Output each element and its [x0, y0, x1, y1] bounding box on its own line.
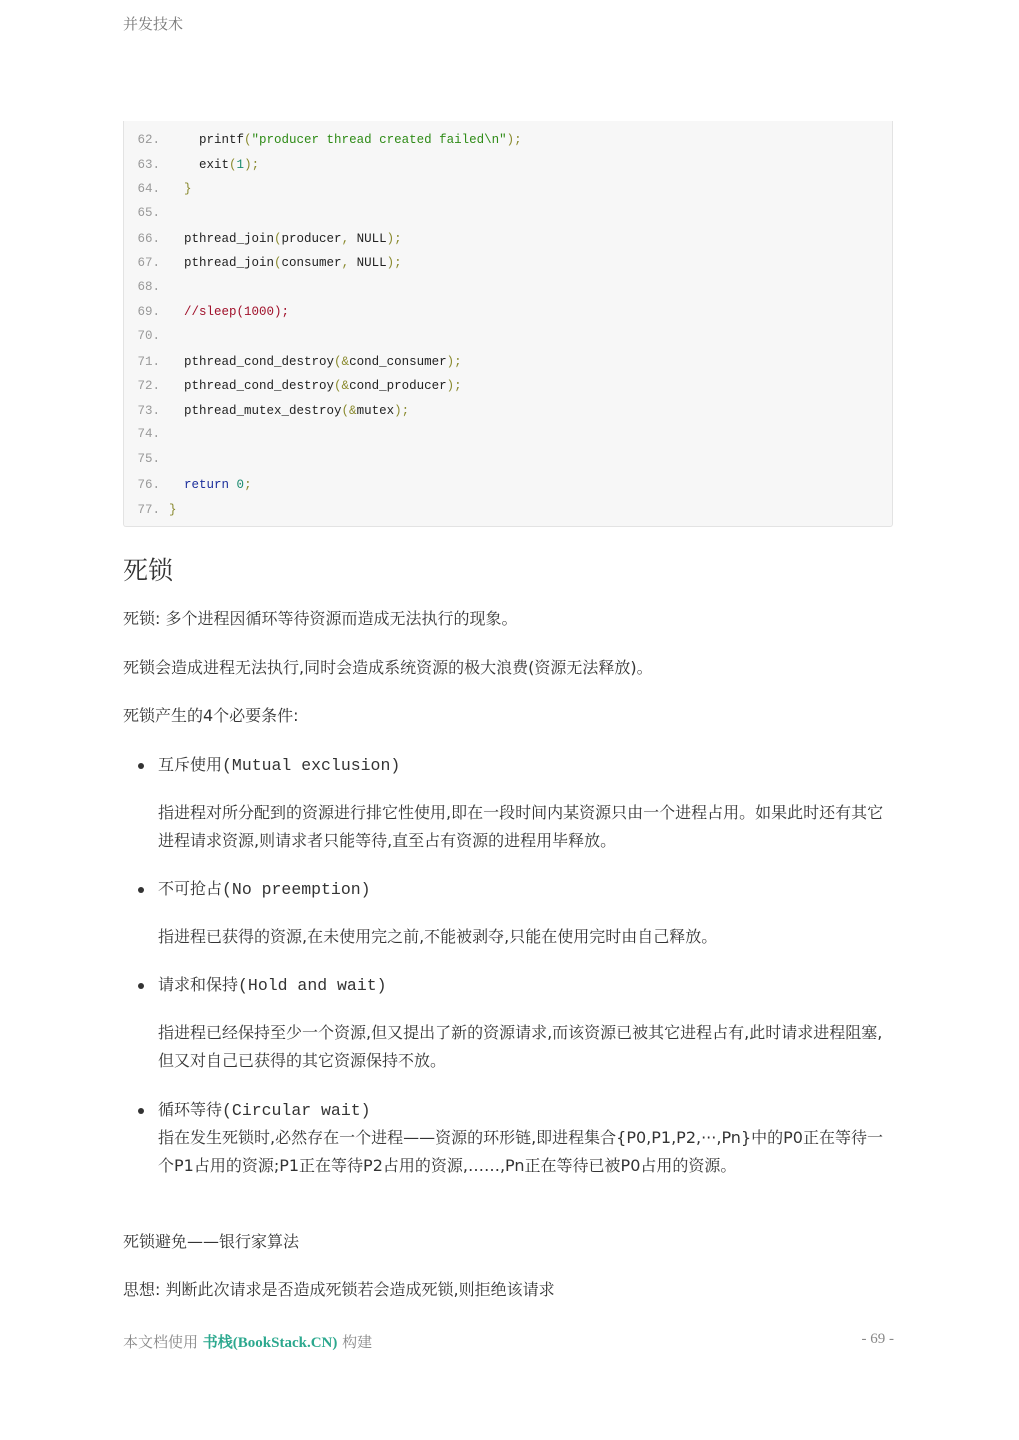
code-token: printf [199, 133, 245, 147]
footer-prefix: 本文档使用 [123, 1333, 203, 1351]
bullet-dot [138, 763, 144, 769]
code-indent [169, 379, 184, 393]
code-line [124, 475, 252, 495]
line-number: 68. [137, 280, 160, 294]
code-token: 0 [236, 478, 245, 492]
footer-suffix: 构建 [337, 1333, 373, 1351]
code-text [169, 404, 409, 418]
deadlock-consequence: 死锁会造成进程无法执行,同时会造成系统资源的极大浪费(资源无法释放)。 [123, 658, 653, 677]
code-token [229, 478, 237, 492]
code-token: return [184, 478, 230, 492]
line-number: 76. [137, 478, 160, 492]
code-line [124, 253, 402, 273]
code-indent [169, 158, 199, 172]
bullet-dot [138, 1108, 144, 1114]
code-token: pthread_join [184, 232, 275, 246]
code-token: ); [394, 404, 410, 418]
code-line [124, 424, 169, 444]
code-line [124, 352, 462, 372]
condition-cn: 互斥使用 [158, 755, 223, 774]
code-indent [169, 478, 184, 492]
code-token: ( [244, 133, 252, 147]
code-token: ); [446, 379, 462, 393]
code-text [169, 232, 402, 246]
code-token: ( [274, 256, 282, 270]
code-line [124, 326, 169, 346]
condition-cn: 请求和保持 [158, 975, 239, 994]
code-token: (& [334, 355, 350, 369]
line-number: 64. [137, 182, 160, 196]
code-text [169, 305, 289, 319]
code-line [124, 277, 169, 297]
line-number: 75. [137, 452, 160, 466]
code-token: pthread_cond_destroy [184, 355, 335, 369]
code-line [124, 376, 462, 396]
line-number: 67. [137, 256, 160, 270]
code-line [124, 449, 169, 469]
code-indent [169, 256, 184, 270]
code-token: ( [274, 232, 282, 246]
bullet-dot [138, 887, 144, 893]
code-token: pthread_mutex_destroy [184, 404, 342, 418]
code-token: ); [386, 256, 402, 270]
line-number: 65. [137, 206, 160, 220]
line-number: 73. [137, 404, 160, 418]
condition-title [158, 1096, 371, 1125]
line-number: 72. [137, 379, 160, 393]
code-text [169, 478, 252, 492]
line-number: 74. [137, 427, 160, 441]
code-line [124, 229, 402, 249]
condition-title [158, 875, 371, 904]
code-token: ( [229, 158, 237, 172]
code-token: ); [446, 355, 462, 369]
line-number: 62. [137, 133, 160, 147]
code-text [169, 355, 462, 369]
code-line [124, 203, 169, 223]
code-token: (& [334, 379, 350, 393]
line-number: 63. [137, 158, 160, 172]
code-text [169, 133, 522, 147]
code-text [169, 182, 192, 196]
condition-desc: 指进程已经保持至少一个资源,但又提出了新的资源请求,而该资源已被其它进程占有,此时请求进程阻塞,但又对自己已获得的其它资源保持不放。 [158, 1023, 883, 1070]
condition-desc: 指在发生死锁时,必然存在一个进程——资源的环形链,即进程集合{P0,P1,P2,···,Pn}中的P0正在等待一个P1占用的资源;P1正在等待P2占用的资源,……,Pn正在等待已被P0占用的资源。 [158, 1128, 883, 1175]
deadlock-definition: 死锁: 多个进程因循环等待资源而造成无法执行的现象。 [123, 609, 518, 628]
code-indent [169, 133, 199, 147]
condition-cn: 不可抢占 [158, 879, 223, 898]
condition-title [158, 971, 387, 1000]
code-token: } [184, 182, 192, 196]
condition-cn: 循环等待 [158, 1100, 223, 1119]
code-token: consumer [281, 256, 342, 270]
code-token: mutex [356, 404, 395, 418]
code-token: cond_producer [349, 379, 447, 393]
code-text [169, 158, 259, 172]
condition-desc: 指进程已获得的资源,在未使用完之前,不能被剥夺,只能在使用完时由自己释放。 [158, 927, 718, 946]
code-line [124, 302, 289, 322]
condition-title [158, 751, 400, 780]
code-indent [169, 305, 184, 319]
code-indent [169, 182, 184, 196]
code-token: } [169, 503, 177, 517]
code-line [124, 130, 522, 150]
condition-en: (No preemption) [222, 880, 371, 899]
condition-en: (Circular wait) [222, 1101, 371, 1120]
code-token: //sleep(1000); [184, 305, 290, 319]
condition-en: (Mutual exclusion) [222, 756, 401, 775]
code-line [124, 179, 192, 199]
code-indent [169, 232, 184, 246]
line-number: 71. [137, 355, 160, 369]
bullet-dot [138, 983, 144, 989]
code-line [124, 155, 259, 175]
code-indent [169, 355, 184, 369]
footer-brand-link[interactable]: 书栈(BookStack.CN) [202, 1335, 338, 1351]
bankers-algorithm-heading: 死锁避免——银行家算法 [123, 1232, 300, 1251]
section-heading: 死锁 [123, 556, 174, 585]
code-token: , [341, 256, 350, 270]
code-token: pthread_cond_destroy [184, 379, 335, 393]
code-token: ; [244, 478, 252, 492]
code-token: , [341, 232, 350, 246]
code-token: cond_consumer [349, 355, 447, 369]
code-token: pthread_join [184, 256, 275, 270]
condition-en: (Hold and wait) [238, 976, 387, 995]
bankers-algorithm-idea: 思想: 判断此次请求是否造成死锁若会造成死锁,则拒绝该请求 [123, 1280, 555, 1299]
code-token: NULL [349, 232, 387, 246]
code-text [169, 256, 402, 270]
footer-credit [123, 1331, 372, 1352]
code-text [169, 379, 462, 393]
code-token: ); [386, 232, 402, 246]
line-number: 66. [137, 232, 160, 246]
code-token: (& [341, 404, 357, 418]
code-token: 1 [236, 158, 245, 172]
code-block [123, 121, 893, 527]
line-number: 77. [137, 503, 160, 517]
page-number: - 69 - [861, 1331, 894, 1347]
code-token: ); [506, 133, 522, 147]
code-line [124, 500, 177, 520]
conditions-intro: 死锁产生的4个必要条件: [123, 706, 299, 725]
code-line [124, 401, 409, 421]
code-token: "producer thread created failed\n" [251, 133, 507, 147]
line-number: 70. [137, 329, 160, 343]
code-token: producer [281, 232, 342, 246]
code-token: exit [199, 158, 230, 172]
code-token: NULL [349, 256, 387, 270]
code-indent [169, 404, 184, 418]
line-number: 69. [137, 305, 160, 319]
condition-desc: 指进程对所分配到的资源进行排它性使用,即在一段时间内某资源只由一个进程占用。如果此时还有其它进程请求资源,则请求者只能等待,直至占有资源的进程用毕释放。 [158, 803, 884, 850]
code-token: ); [244, 158, 260, 172]
header-label: 并发技术 [123, 15, 184, 33]
code-text [169, 503, 177, 517]
